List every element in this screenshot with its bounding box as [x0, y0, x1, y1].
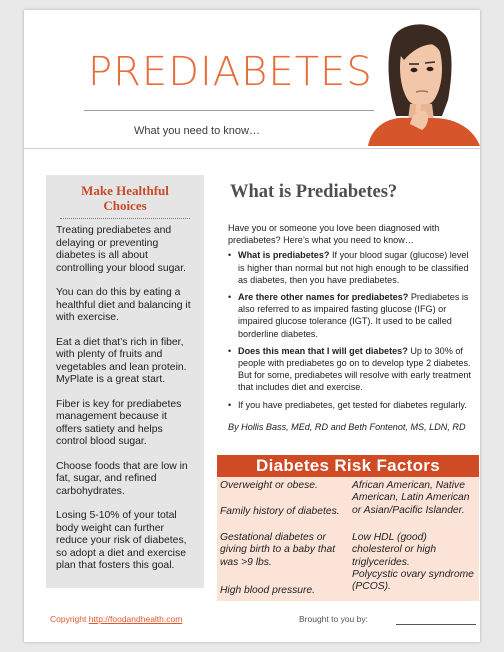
risk-factor-item: Family history of diabetes. — [220, 506, 340, 517]
sidebar-healthful-choices — [46, 175, 204, 588]
faq-answer: If your blood sugar (glucose) level is higher than normal but not high enough to be classified as diabetes, then you have prediabetes. — [238, 250, 469, 285]
sidebar-heading: Make Healthful Choices — [60, 183, 190, 219]
faq-question: Are there other names for prediabetes? — [238, 292, 409, 303]
page-subtitle: What you need to know… — [134, 125, 260, 137]
faq-list — [228, 249, 476, 410]
sidebar-paragraph: Eat a diet that’s rich in fiber, with plenty of fruits and vegetables and lean protein. MyPlate is a great start. — [56, 336, 187, 385]
faq-item — [228, 249, 476, 286]
section-body — [228, 222, 476, 433]
flyer-page — [24, 10, 480, 642]
risk-factor-item: Polycystic ovary syndrome (PCOS). — [352, 569, 474, 593]
author-byline: By Hollis Bass, MEd, RD and Beth Fontenot, MS, LDN, RD — [228, 421, 466, 432]
faq-item — [228, 291, 476, 340]
risk-factor-item: Low HDL (good) cholesterol or high triglycerides. — [352, 532, 437, 568]
copyright-notice — [50, 614, 182, 624]
sidebar-paragraph: Treating prediabetes and delaying or preventing diabetes is all about controlling your blood sugar. — [56, 225, 186, 274]
brought-by-label: Brought to you by: — [299, 614, 368, 624]
faq-item — [228, 399, 476, 411]
sidebar-body — [46, 219, 204, 573]
risk-factor-item: Gestational diabetes or giving birth to a baby that was >9 lbs. — [220, 532, 336, 568]
sponsor-line — [396, 624, 476, 625]
faq-question: Does this mean that I will get diabetes? — [238, 345, 408, 356]
faq-answer: If you have prediabetes, get tested for diabetes regularly. — [238, 399, 467, 410]
sidebar-paragraph: Fiber is key for prediabetes management because it offers satiety and helps control blood sugar. — [56, 398, 182, 447]
risk-factors-heading: Diabetes Risk Factors — [217, 455, 479, 477]
faq-answer: Up to 30% of people with prediabetes go on to develop type 2 diabetes. But for some, prediabetes will resolve with early treatment that includes diet and exercise. — [238, 345, 472, 393]
risk-factor-item: Overweight or obese. — [220, 480, 318, 491]
copyright-label: Copyright — [50, 614, 89, 624]
faq-answer: Prediabetes is also referred to as impaired fasting glucose (IFG) or impaired glucose tolerance (IGT). It used to be called borderline diabetes. — [238, 292, 469, 339]
page-title: PREDIABETES — [88, 49, 373, 95]
intro-text: Have you or someone you love been diagnosed with prediabetes? Here’s what you need to know… — [228, 223, 440, 246]
sidebar-paragraph: Losing 5-10% of your total body weight can further reduce your risk of diabetes, so adopt a diet and exercise plan that fosters this goal. — [56, 510, 187, 571]
header-divider — [24, 148, 480, 149]
faq-question: What is prediabetes? — [238, 250, 330, 261]
title-rule — [84, 110, 374, 111]
woman-thinking-illustration — [362, 20, 480, 146]
faq-item — [228, 345, 476, 394]
section-title: What is Prediabetes? — [230, 182, 398, 202]
website-link[interactable]: http://foodandhealth.com — [88, 614, 183, 624]
risk-factors-box — [217, 455, 479, 601]
risk-factor-item: African American, Native American, Latin American or Asian/Pacific Islander. — [352, 480, 470, 516]
sidebar-paragraph: Choose foods that are low in fat, sugar, and refined carbohydrates. — [56, 460, 188, 497]
sidebar-paragraph: You can do this by eating a healthful diet and balancing it with exercise. — [56, 287, 191, 323]
risk-factor-item: High blood pressure. — [220, 585, 316, 596]
